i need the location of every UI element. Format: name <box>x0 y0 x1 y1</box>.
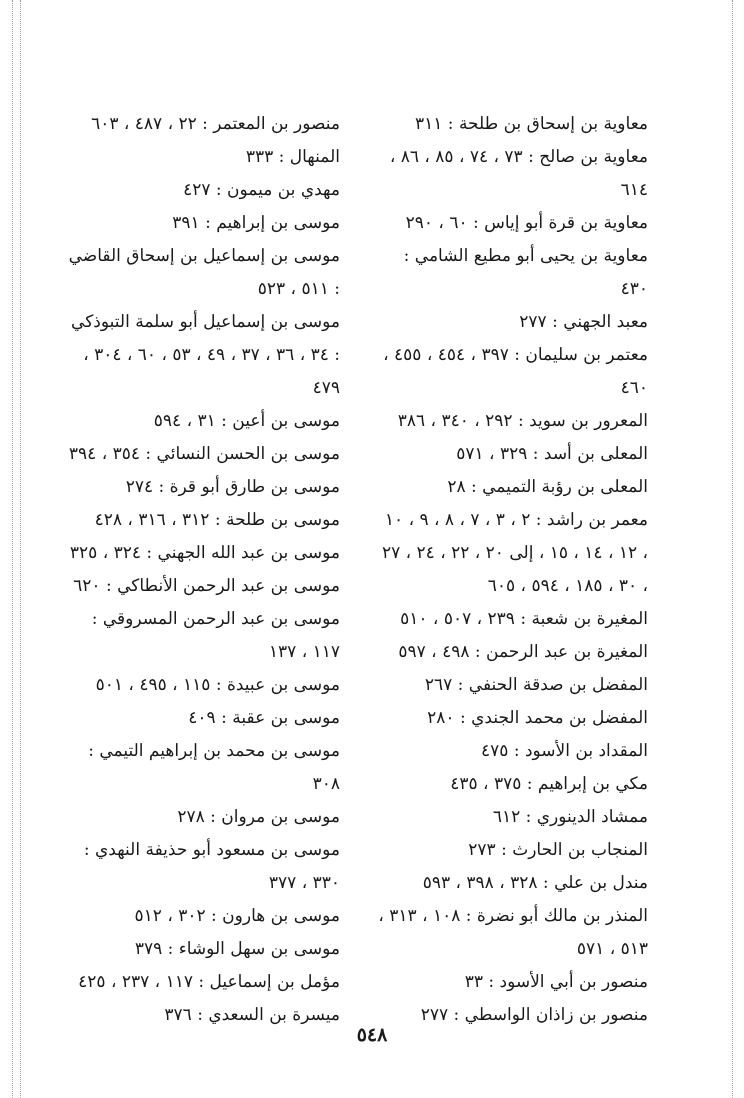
index-entry: المفضل بن محمد الجندي : ٢٨٠ <box>427 708 648 728</box>
index-entry: المفضل بن صدقة الحنفي : ٢٦٧ <box>424 675 648 695</box>
index-entry: المعرور بن سويد : ٢٩٢ ، ٣٤٠ ، ٣٨٦ <box>397 411 648 431</box>
index-entry: المقداد بن الأسود : ٤٧٥ <box>481 741 648 761</box>
index-entry: موسى بن مسعود أبو حذيفة النهدي : ٣٣٠ ، ٣٧٧ <box>83 840 340 893</box>
index-entry: موسى بن عبد الرحمن المسروقي : ١١٧ ، ١٣٧ <box>91 609 340 662</box>
index-entry: موسى بن الحسن النسائي : ٣٥٤ ، ٣٩٤ <box>68 444 340 464</box>
index-entry: موسى بن عبد الرحمن الأنطاكي : ٦٢٠ <box>73 576 340 596</box>
index-entry: موسى بن إسماعيل أبو سلمة التبوذكي : ٣٤ ، ٣٦ ، ٣٧ ، ٤٩ ، ٥٣ ، ٦٠ ، ٣٠٤ ، ٤٧٩ <box>71 312 340 398</box>
index-entry: موسى بن عبد الله الجهني : ٣٢٤ ، ٣٢٥ <box>69 543 340 563</box>
index-entry: موسى بن محمد بن إبراهيم التيمي : ٣٠٨ <box>88 741 340 794</box>
index-entry: معاوية بن يحيى أبو مطيع الشامي : ٤٣٠ <box>403 246 648 299</box>
index-entry: موسى بن طارق أبو قرة : ٢٧٤ <box>125 477 340 497</box>
index-entry: معاوية بن صالح : ٧٣ ، ٧٤ ، ٨٥ ، ٨٦ ، ٦١٤ <box>389 147 648 200</box>
index-entry: موسى بن هارون : ٣٠٢ ، ٥١٢ <box>134 906 340 926</box>
index-entry: المغيرة بن شعبة : ٢٣٩ ، ٥٠٧ ، ٥١٠ <box>400 609 648 629</box>
index-entry: مندل بن علي : ٣٢٨ ، ٣٩٨ ، ٥٩٣ <box>422 873 648 893</box>
index-entry: مهدي بن ميمون : ٤٢٧ <box>183 180 340 200</box>
index-entry: المنذر بن مالك أبو نضرة : ١٠٨ ، ٣١٣ ، ٥١٣ ، ٥٧١ <box>378 906 648 959</box>
scan-margin-rule <box>20 0 21 1098</box>
index-entry: موسى بن طلحة : ٣١٢ ، ٣١٦ ، ٤٢٨ <box>94 510 340 530</box>
index-entry: المعلى بن رؤبة التميمي : ٢٨ <box>447 477 648 497</box>
index-entry: موسى بن عبيدة : ١١٥ ، ٤٩٥ ، ٥٠١ <box>95 675 340 695</box>
index-entry: ميسرة بن السعدي : ٣٧٦ <box>164 1005 340 1025</box>
index-column-right <box>378 108 648 1032</box>
index-entry: المنجاب بن الحارث : ٢٧٣ <box>468 840 648 860</box>
index-entry: معتمر بن سليمان : ٣٩٧ ، ٤٥٤ ، ٤٥٥ ، ٤٦٠ <box>383 345 648 398</box>
index-entry: موسى بن إسماعيل بن إسحاق القاضي : ٥١١ ، ٥٢٣ <box>68 246 340 299</box>
index-entry: معمر بن راشد : ٢ ، ٣ ، ٧ ، ٨ ، ٩ ، ١٠ ، ١٢ ، ١٤ ، ١٥ ، إلى ٢٠ ، ٢٢ ، ٢٤ ، ٢٧ ، ٣٠ ، ١٨٥ ، ٥٩٤ ، ٦٠٥ <box>381 510 648 596</box>
index-entry: منصور بن أبي الأسود : ٣٣ <box>464 972 648 992</box>
index-entry: موسى بن أعين : ٣١ ، ٥٩٤ <box>153 411 340 431</box>
scan-margin-rule <box>12 0 13 1098</box>
index-entry: مكي بن إبراهيم : ٣٧٥ ، ٤٣٥ <box>450 774 648 794</box>
index-column-left <box>68 108 340 1032</box>
index-entry: موسى بن عقبة : ٤٠٩ <box>188 708 340 728</box>
index-entry: منصور بن زاذان الواسطي : ٢٧٧ <box>420 1005 648 1025</box>
index-entry: ممشاد الدينوري : ٦١٢ <box>492 807 648 827</box>
index-entry: موسى بن إبراهيم : ٣٩١ <box>172 213 340 233</box>
index-entry: موسى بن مروان : ٢٧٨ <box>177 807 340 827</box>
index-entry: المنهال : ٣٣٣ <box>245 147 340 167</box>
index-entry: مؤمل بن إسماعيل : ١١٧ ، ٢٣٧ ، ٤٢٥ <box>78 972 340 992</box>
index-entry: معاوية بن إسحاق بن طلحة : ٣١١ <box>415 114 648 134</box>
scan-margin-rule <box>732 0 733 1098</box>
index-entry: موسى بن سهل الوشاء : ٣٧٩ <box>134 939 340 959</box>
index-entry: منصور بن المعتمر : ٢٢ ، ٤٨٧ ، ٦٠٣ <box>91 114 340 134</box>
index-entry: المغيرة بن عبد الرحمن : ٤٩٨ ، ٥٩٧ <box>398 642 648 662</box>
index-entry: المعلى بن أسد : ٣٢٩ ، ٥٧١ <box>456 444 648 464</box>
index-entry: معاوية بن قرة أبو إياس : ٦٠ ، ٢٩٠ <box>405 213 648 233</box>
index-entry: معبد الجهني : ٢٧٧ <box>519 312 648 332</box>
page-number: ٥٤٨ <box>356 1024 388 1046</box>
